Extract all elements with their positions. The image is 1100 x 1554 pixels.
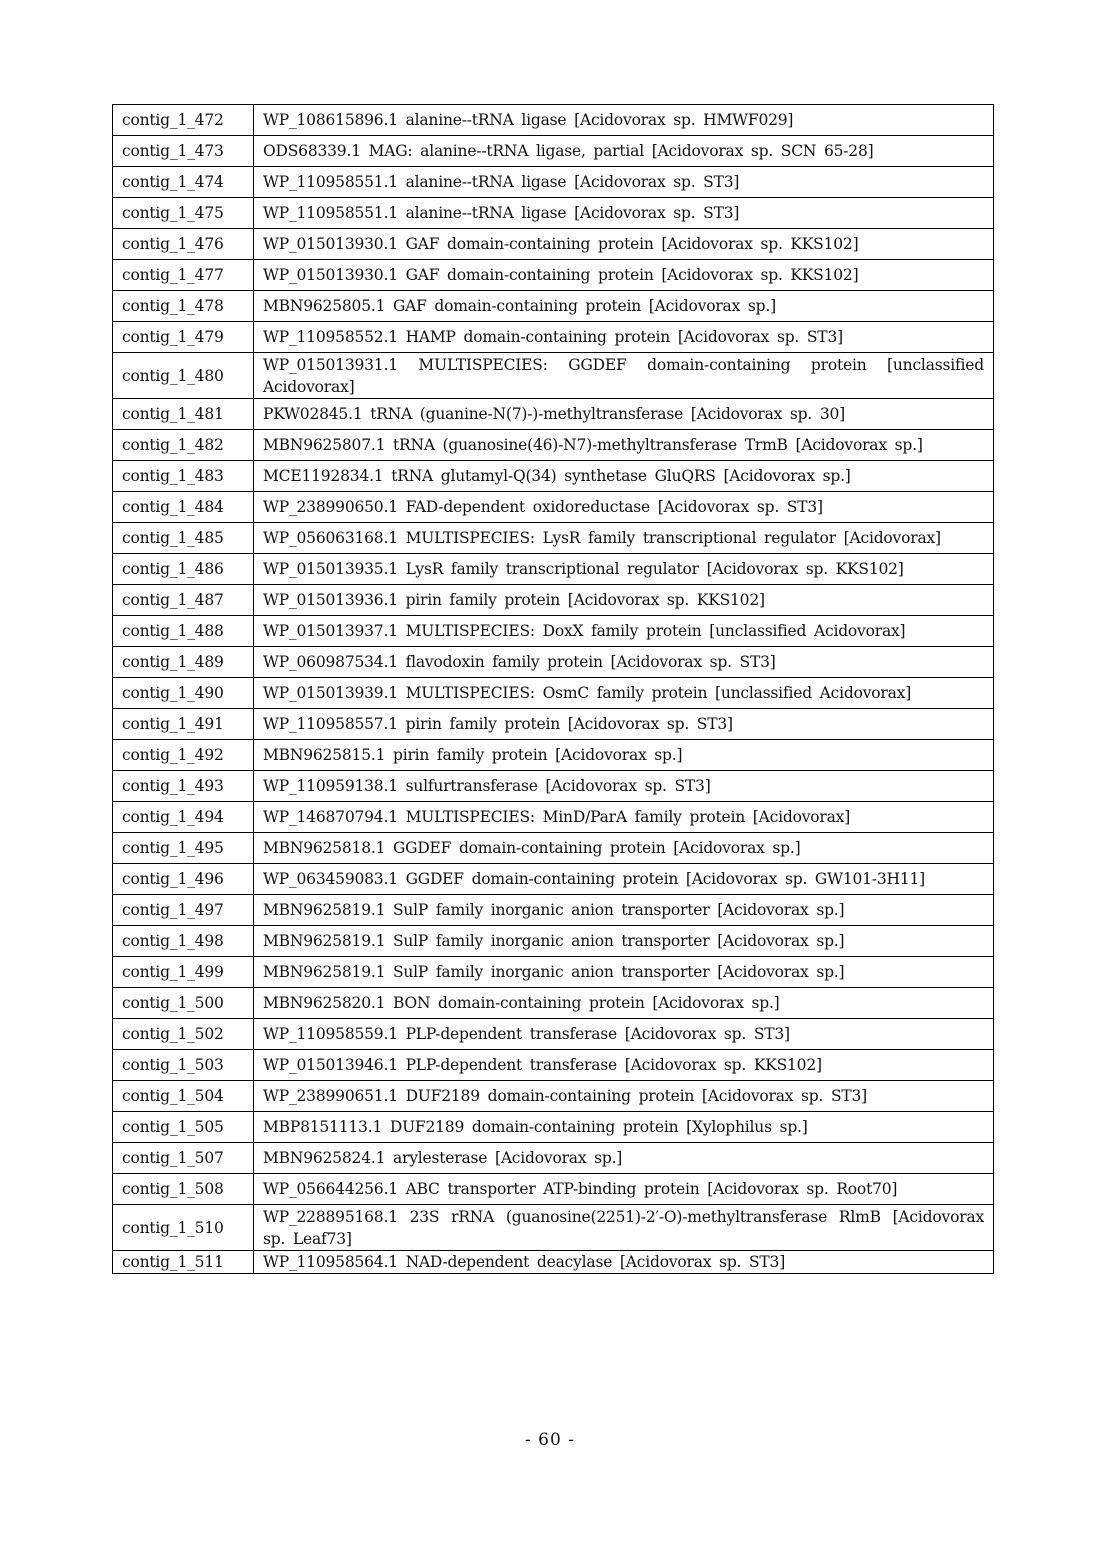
contig-id-cell: contig_1_478: [113, 291, 254, 322]
contig-id-cell: contig_1_504: [113, 1081, 254, 1112]
table-row: [113, 492, 994, 523]
annotation-cell: WP_015013931.1 MULTISPECIES: GGDEF domain-containing protein [unclassified Acidovorax]: [254, 353, 994, 399]
table-row: [113, 1251, 994, 1274]
annotation-cell: MBN9625819.1 SulP family inorganic anion transporter [Acidovorax sp.]: [254, 926, 994, 957]
annotation-cell: WP_056063168.1 MULTISPECIES: LysR family transcriptional regulator [Acidovorax]: [254, 523, 994, 554]
table-row: [113, 322, 994, 353]
annotation-table: [112, 104, 994, 1274]
contig-id-cell: contig_1_487: [113, 585, 254, 616]
annotation-cell: PKW02845.1 tRNA (guanine-N(7)-)-methyltransferase [Acidovorax sp. 30]: [254, 399, 994, 430]
contig-id-cell: contig_1_475: [113, 198, 254, 229]
contig-id-cell: contig_1_485: [113, 523, 254, 554]
contig-id-cell: contig_1_488: [113, 616, 254, 647]
contig-id-cell: contig_1_503: [113, 1050, 254, 1081]
contig-id-cell: contig_1_476: [113, 229, 254, 260]
table-row: [113, 523, 994, 554]
annotation-cell: MBN9625819.1 SulP family inorganic anion transporter [Acidovorax sp.]: [254, 957, 994, 988]
contig-id-cell: contig_1_510: [113, 1205, 254, 1251]
table-row: [113, 167, 994, 198]
annotation-cell: WP_015013939.1 MULTISPECIES: OsmC family protein [unclassified Acidovorax]: [254, 678, 994, 709]
annotation-cell: MBN9625805.1 GAF domain-containing protein [Acidovorax sp.]: [254, 291, 994, 322]
contig-id-cell: contig_1_479: [113, 322, 254, 353]
contig-id-cell: contig_1_483: [113, 461, 254, 492]
table-row: [113, 291, 994, 322]
table-row: [113, 136, 994, 167]
annotation-cell: WP_060987534.1 flavodoxin family protein [Acidovorax sp. ST3]: [254, 647, 994, 678]
contig-id-cell: contig_1_490: [113, 678, 254, 709]
table-row: [113, 616, 994, 647]
annotation-cell: WP_110958552.1 HAMP domain-containing protein [Acidovorax sp. ST3]: [254, 322, 994, 353]
table-row: [113, 802, 994, 833]
table-row: [113, 709, 994, 740]
annotation-cell: MBN9625807.1 tRNA (guanosine(46)-N7)-methyltransferase TrmB [Acidovorax sp.]: [254, 430, 994, 461]
annotation-cell: WP_063459083.1 GGDEF domain-containing protein [Acidovorax sp. GW101-3H11]: [254, 864, 994, 895]
annotation-cell: WP_110958551.1 alanine--tRNA ligase [Acidovorax sp. ST3]: [254, 167, 994, 198]
contig-id-cell: contig_1_472: [113, 105, 254, 136]
table-row: [113, 678, 994, 709]
annotation-cell: MBN9625815.1 pirin family protein [Acidovorax sp.]: [254, 740, 994, 771]
contig-id-cell: contig_1_507: [113, 1143, 254, 1174]
table-row: [113, 1019, 994, 1050]
table-row: [113, 461, 994, 492]
annotation-cell: WP_238990651.1 DUF2189 domain-containing protein [Acidovorax sp. ST3]: [254, 1081, 994, 1112]
annotation-cell: WP_015013937.1 MULTISPECIES: DoxX family protein [unclassified Acidovorax]: [254, 616, 994, 647]
annotation-cell: WP_015013936.1 pirin family protein [Acidovorax sp. KKS102]: [254, 585, 994, 616]
annotation-cell: WP_108615896.1 alanine--tRNA ligase [Acidovorax sp. HMWF029]: [254, 105, 994, 136]
annotation-cell: WP_110958559.1 PLP-dependent transferase [Acidovorax sp. ST3]: [254, 1019, 994, 1050]
table-row: [113, 1081, 994, 1112]
table-row: [113, 105, 994, 136]
table-row: [113, 895, 994, 926]
table-row: [113, 740, 994, 771]
contig-id-cell: contig_1_493: [113, 771, 254, 802]
contig-id-cell: contig_1_491: [113, 709, 254, 740]
contig-id-cell: contig_1_482: [113, 430, 254, 461]
contig-id-cell: contig_1_480: [113, 353, 254, 399]
contig-id-cell: contig_1_489: [113, 647, 254, 678]
contig-id-cell: contig_1_474: [113, 167, 254, 198]
table-row: [113, 260, 994, 291]
table-row: [113, 198, 994, 229]
contig-id-cell: contig_1_502: [113, 1019, 254, 1050]
contig-id-cell: contig_1_484: [113, 492, 254, 523]
annotation-cell: WP_015013930.1 GAF domain-containing protein [Acidovorax sp. KKS102]: [254, 260, 994, 291]
annotation-cell: MCE1192834.1 tRNA glutamyl-Q(34) synthetase GluQRS [Acidovorax sp.]: [254, 461, 994, 492]
annotation-cell: MBN9625824.1 arylesterase [Acidovorax sp.]: [254, 1143, 994, 1174]
contig-id-cell: contig_1_495: [113, 833, 254, 864]
annotation-cell: WP_015013946.1 PLP-dependent transferase [Acidovorax sp. KKS102]: [254, 1050, 994, 1081]
table-row: [113, 864, 994, 895]
table-row: [113, 1205, 994, 1251]
contig-id-cell: contig_1_477: [113, 260, 254, 291]
page-number: - 60 -: [525, 1430, 575, 1450]
annotation-cell: WP_015013935.1 LysR family transcriptional regulator [Acidovorax sp. KKS102]: [254, 554, 994, 585]
table-row: [113, 399, 994, 430]
contig-id-cell: contig_1_499: [113, 957, 254, 988]
contig-id-cell: contig_1_492: [113, 740, 254, 771]
table-row: [113, 229, 994, 260]
annotation-cell: MBN9625819.1 SulP family inorganic anion transporter [Acidovorax sp.]: [254, 895, 994, 926]
contig-id-cell: contig_1_496: [113, 864, 254, 895]
contig-id-cell: contig_1_508: [113, 1174, 254, 1205]
table-row: [113, 926, 994, 957]
contig-id-cell: contig_1_481: [113, 399, 254, 430]
contig-id-cell: contig_1_505: [113, 1112, 254, 1143]
annotation-cell: WP_056644256.1 ABC transporter ATP-binding protein [Acidovorax sp. Root70]: [254, 1174, 994, 1205]
contig-id-cell: contig_1_500: [113, 988, 254, 1019]
annotation-cell: WP_238990650.1 FAD-dependent oxidoreductase [Acidovorax sp. ST3]: [254, 492, 994, 523]
contig-id-cell: contig_1_511: [113, 1251, 254, 1274]
table-row: [113, 647, 994, 678]
annotation-cell: WP_110958557.1 pirin family protein [Acidovorax sp. ST3]: [254, 709, 994, 740]
contig-id-cell: contig_1_473: [113, 136, 254, 167]
annotation-cell: ODS68339.1 MAG: alanine--tRNA ligase, partial [Acidovorax sp. SCN 65-28]: [254, 136, 994, 167]
contig-id-cell: contig_1_486: [113, 554, 254, 585]
table-row: [113, 833, 994, 864]
table-row: [113, 1112, 994, 1143]
annotation-cell: WP_228895168.1 23S rRNA (guanosine(2251)-2′-O)-methyltransferase RlmB [Acidovorax sp. Leaf73]: [254, 1205, 994, 1251]
annotation-cell: WP_110958564.1 NAD-dependent deacylase [Acidovorax sp. ST3]: [254, 1251, 994, 1274]
annotation-cell: WP_146870794.1 MULTISPECIES: MinD/ParA family protein [Acidovorax]: [254, 802, 994, 833]
annotation-cell: WP_015013930.1 GAF domain-containing protein [Acidovorax sp. KKS102]: [254, 229, 994, 260]
annotation-cell: MBN9625820.1 BON domain-containing protein [Acidovorax sp.]: [254, 988, 994, 1019]
table-row: [113, 353, 994, 399]
table-row: [113, 988, 994, 1019]
table-row: [113, 1050, 994, 1081]
annotation-cell: WP_110959138.1 sulfurtransferase [Acidovorax sp. ST3]: [254, 771, 994, 802]
table-row: [113, 554, 994, 585]
contig-id-cell: contig_1_497: [113, 895, 254, 926]
contig-id-cell: contig_1_498: [113, 926, 254, 957]
annotation-cell: MBN9625818.1 GGDEF domain-containing protein [Acidovorax sp.]: [254, 833, 994, 864]
table-row: [113, 957, 994, 988]
annotation-cell: MBP8151113.1 DUF2189 domain-containing protein [Xylophilus sp.]: [254, 1112, 994, 1143]
table-row: [113, 585, 994, 616]
table-row: [113, 1174, 994, 1205]
annotation-cell: WP_110958551.1 alanine--tRNA ligase [Acidovorax sp. ST3]: [254, 198, 994, 229]
contig-id-cell: contig_1_494: [113, 802, 254, 833]
table-row: [113, 771, 994, 802]
table-row: [113, 1143, 994, 1174]
annotation-table-body: [113, 105, 994, 1274]
table-row: [113, 430, 994, 461]
